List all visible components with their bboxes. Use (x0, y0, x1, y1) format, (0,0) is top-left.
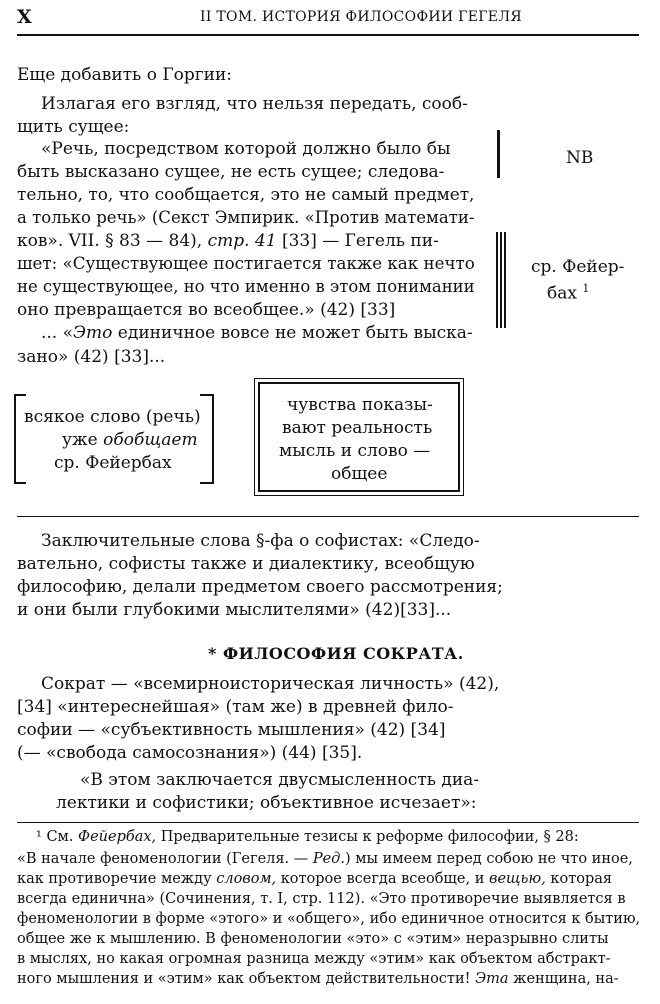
text-line: и они были глубокими мыслителями» (42)[33]... (17, 600, 452, 620)
footnote-line (17, 970, 619, 990)
text-segment: ... « (41, 323, 74, 343)
text-segment: ков». VII. § 83 — 84), (17, 231, 203, 251)
footnote-line (17, 870, 612, 890)
box-left-bracket-bottom-left (14, 482, 26, 484)
italic-word: вещью, (489, 871, 546, 887)
box-right-line4: общее (331, 464, 388, 484)
box-left-bracket-right (212, 394, 214, 484)
text-segment: которая (545, 871, 613, 887)
footnote-mark: ¹ (36, 829, 42, 845)
text-line: зано» (42) [33]... (17, 347, 166, 367)
footnote-line (17, 850, 633, 870)
text-segment: Предварительные тезисы к реформе философии, § 28: (156, 829, 579, 845)
box-left-italic: обобщает (103, 430, 198, 450)
box-left-bracket-left (14, 394, 16, 484)
italic-ref: стр. 41 (207, 231, 277, 251)
text-line: тельно, то, что сообщается, это не самый предмет, (17, 185, 475, 205)
margin-bar-feuerbach-3 (504, 232, 506, 328)
text-segment: См. (46, 829, 79, 845)
margin-bar-feuerbach-1 (496, 232, 498, 328)
text-line: софии — «субъективность мышления» (42) [34] (17, 720, 446, 740)
text-line: а только речь» (Секст Эмпирик. «Против математи- (17, 208, 475, 228)
margin-bar-nb (497, 130, 500, 178)
text-segment: которое всегда всеобще, и (276, 871, 489, 887)
italic-name: Фейербах, (78, 829, 157, 845)
text-segment: ) мы имеем перед собою не что иное, (344, 851, 633, 867)
box-right (254, 378, 464, 496)
text-line: «Речь, посредством которой должно было бы (41, 139, 451, 159)
italic-abbrev: Ред. (312, 851, 345, 867)
text-segment: [33] — Гегель пи- (281, 231, 439, 251)
box-left-bracket-bottom-right (200, 482, 212, 484)
page-number: X (17, 6, 32, 28)
footnote-line: всегда единична» (Сочинения, т. I, стр. 112). «Это противоречие выявляется в (17, 891, 626, 907)
text-line (41, 322, 473, 344)
italic-word: Эта (475, 971, 509, 987)
italic-word: Это (73, 323, 113, 343)
section-divider (17, 516, 639, 517)
box-right-line2: вают реальность (282, 418, 433, 438)
text-segment: ного мышления и «этим» как объектом действительности! (17, 971, 476, 987)
text-segment: единичное вовсе не может быть выска- (112, 323, 473, 343)
text-line: «В этом заключается двусмысленность диа- (80, 770, 480, 790)
footnote-reference: 1 (582, 282, 590, 295)
box-right-line3: мысль и слово — (279, 441, 431, 461)
text-line: вательно, софисты также и диалектику, всеобщую (17, 554, 475, 574)
text-line: оно превращается во всеобщее.» (42) [33] (17, 300, 396, 320)
box-left-line1: всякое слово (речь) (24, 407, 201, 427)
footnote-rule (17, 822, 639, 823)
italic-word: словом, (216, 871, 277, 887)
text-line: Заключительные слова §-фа о софистах: «Следо- (41, 531, 480, 551)
margin-feuerbach-text: бах (547, 283, 577, 304)
text-segment: как противоречие между (17, 871, 217, 887)
header-rule (17, 34, 639, 36)
text-line: Излагая его взгляд, что нельзя передать, сооб- (41, 94, 468, 114)
footnote-line: в мыслях, но какая огромная разница между «этим» как объектом абстракт- (17, 951, 611, 967)
margin-feuerbach-line1: ср. Фейер- (531, 257, 625, 277)
margin-nb: NB (566, 148, 594, 168)
margin-bar-feuerbach-2 (500, 232, 502, 328)
text-segment: «В начале феноменологии (Гегеля. — (17, 851, 313, 867)
text-line: (— «свобода самосознания») (44) [35]. (17, 743, 363, 763)
footnote-line (36, 828, 579, 848)
text-line: Сократ — «всемирноисторическая личность» (42), (41, 674, 500, 694)
section1-intro: Еще добавить о Горгии: (17, 65, 233, 85)
text-line (17, 230, 439, 252)
text-line: лектики и софистики; объективное исчезает»: (56, 793, 477, 813)
box-right-line1: чувства показы- (287, 395, 433, 415)
section-heading: * ФИЛОСОФИЯ СОКРАТА. (208, 644, 464, 663)
text-line: [34] «интереснейшая» (там же) в древней фило- (17, 697, 454, 717)
footnote-line: общее же к мышлению. В феноменологии «это» с «этим» неразрывно слиты (17, 931, 609, 947)
box-left-bracket-top-left (14, 394, 26, 396)
box-left-line3: ср. Фейербах (54, 453, 172, 473)
text-segment: женщина, на- (508, 971, 619, 987)
text-line: философию, делали предметом своего рассмотрения; (17, 577, 503, 597)
footnote-line: феноменологии в форме «этого» и «общего», ибо единичное относится к бытию, (17, 911, 641, 927)
box-left-bracket-top-right (200, 394, 212, 396)
box-left-text: уже (62, 430, 104, 450)
text-line: быть высказано сущее, не есть сущее; следова- (17, 162, 445, 182)
box-left-line2 (62, 429, 198, 451)
text-line: щить сущее: (17, 117, 130, 137)
text-line: шет: «Существующее постигается также как нечто (17, 254, 475, 274)
margin-feuerbach-line2 (547, 278, 589, 305)
box-left (14, 394, 214, 484)
text-line: не существующее, но что именно в этом понимании (17, 277, 475, 297)
running-title: II ТОМ. ИСТОРИЯ ФИЛОСОФИИ ГЕГЕЛЯ (200, 9, 522, 25)
